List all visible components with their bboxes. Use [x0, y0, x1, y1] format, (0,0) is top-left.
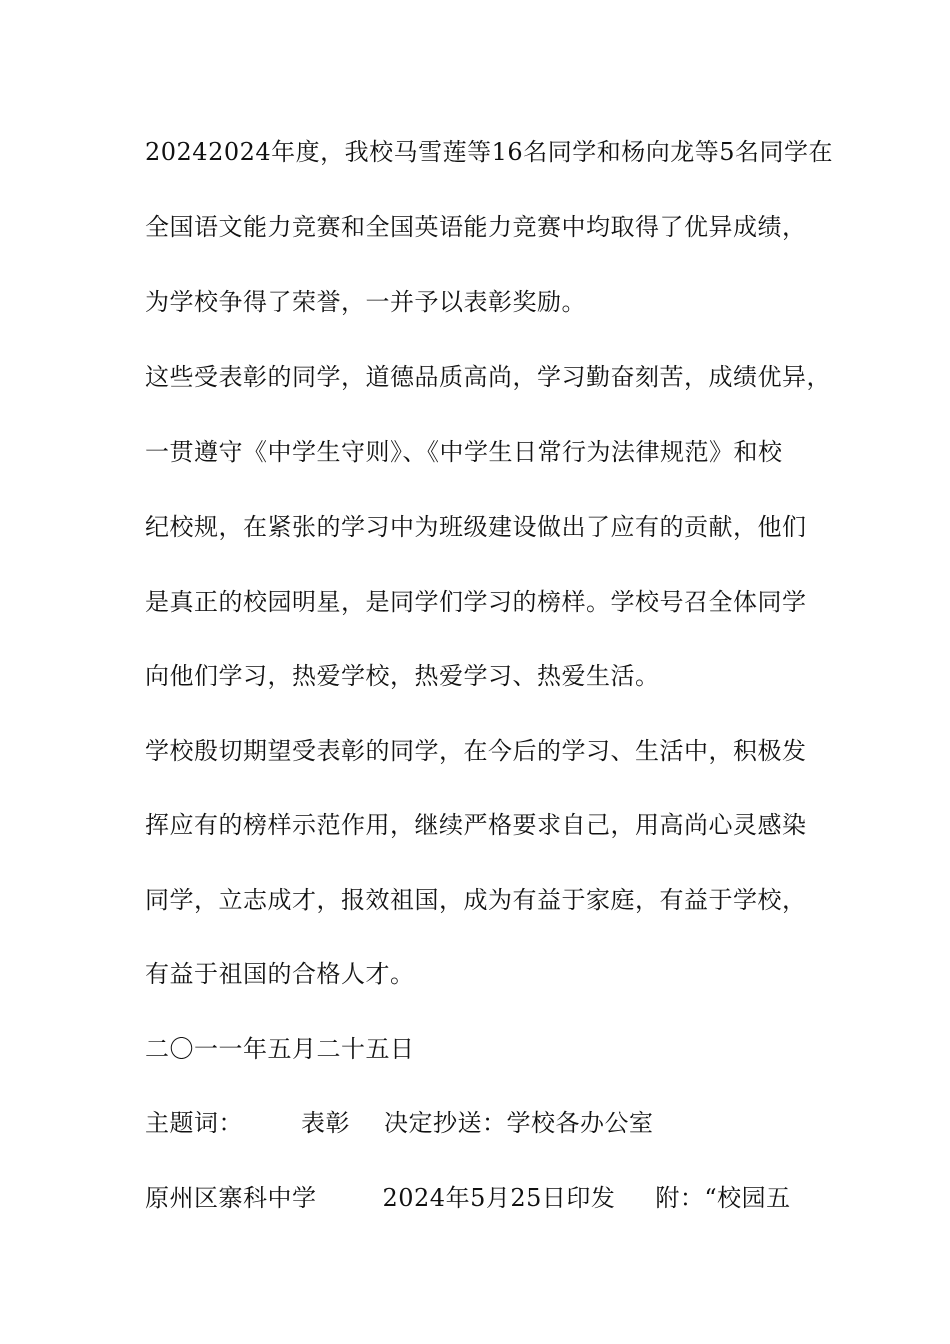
paragraph-3-line-3: 同学，立志成才，报效祖国，成为有益于家庭，有益于学校，	[145, 886, 807, 914]
paragraph-1-line-2: 全国语文能力竞赛和全国英语能力竞赛中均取得了优异成绩，	[145, 213, 807, 241]
footer-line	[145, 1183, 791, 1213]
paragraph-1-line-1: 20242024年度，我校马雪莲等16名同学和杨向龙等5名同学在	[145, 138, 833, 166]
print-date: 2024年5月25日印发	[382, 1184, 616, 1212]
subject-label: 主题词：	[145, 1109, 243, 1137]
paragraph-2-line-5: 向他们学习，热爱学校，热爱学习、热爱生活。	[145, 662, 660, 690]
paragraph-3-line-4: 有益于祖国的合格人才。	[145, 960, 415, 988]
paragraph-3-line-2: 挥应有的榜样示范作用，继续严格要求自己，用高尚心灵感染	[145, 811, 807, 839]
paragraph-2-line-1: 这些受表彰的同学，道德品质高尚，学习勤奋刻苦，成绩优异，	[145, 363, 831, 391]
attachment-note: 附：“校园五	[655, 1184, 791, 1212]
subject-line	[145, 1108, 654, 1138]
paragraph-3-line-1: 学校殷切期望受表彰的同学，在今后的学习、生活中，积极发	[145, 737, 807, 765]
date-line: 二〇一一年五月二十五日	[145, 1035, 415, 1063]
paragraph-2-line-2: 一贯遵守《中学生守则》、《中学生日常行为法律规范》和校	[145, 438, 783, 466]
issuer: 原州区寨科中学	[145, 1184, 317, 1212]
paragraph-2-line-3: 纪校规，在紧张的学习中为班级建设做出了应有的贡献，他们	[145, 513, 807, 541]
paragraph-2-line-4: 是真正的校园明星，是同学们学习的榜样。学校号召全体同学	[145, 588, 807, 616]
subject-keyword: 表彰	[301, 1109, 350, 1137]
paragraph-1-line-3: 为学校争得了荣誉，一并予以表彰奖励。	[145, 288, 586, 316]
cc-line: 决定抄送：学校各办公室	[384, 1109, 654, 1137]
